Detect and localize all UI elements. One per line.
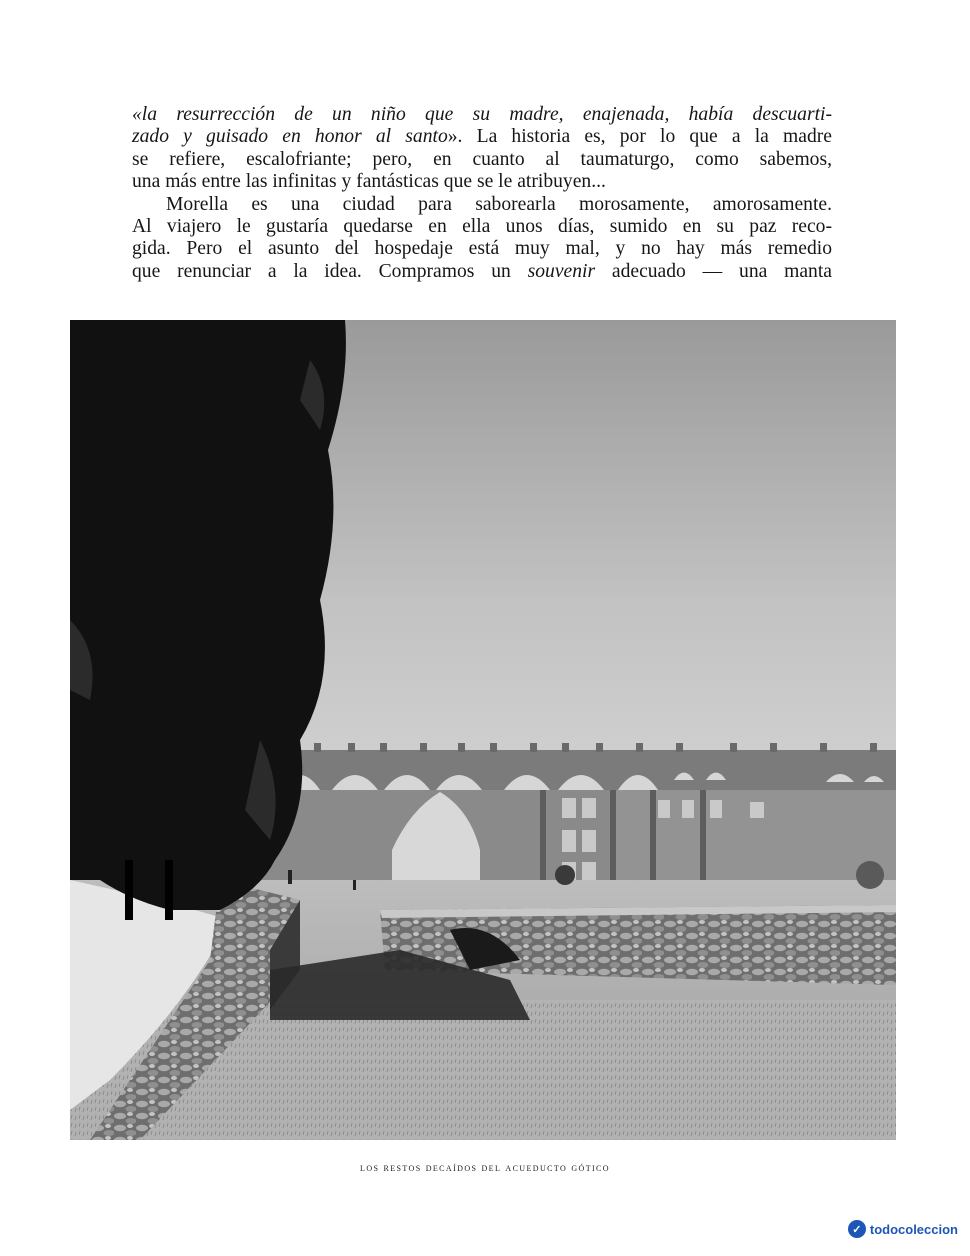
text-segment: una más entre las infinitas y fantásticas que se le atribuyen... bbox=[132, 171, 606, 193]
text-segment: «la resurrección de un niño que su madre, enajenada, había descuarti- bbox=[132, 104, 832, 125]
text-line bbox=[132, 171, 832, 193]
text-line bbox=[132, 261, 832, 283]
text-segment: se refiere, escalofriante; pero, en cuanto al taumaturgo, como sabemos, bbox=[132, 148, 832, 170]
text-segment: que renunciar a la idea. Compramos un bbox=[132, 260, 528, 282]
text-segment: adecuado — una manta bbox=[595, 260, 832, 282]
body-text bbox=[132, 104, 832, 283]
watermark-logo-icon: ✓ bbox=[848, 1220, 866, 1238]
text-segment: gida. Pero el asunto del hospedaje está muy mal, y no hay más remedio bbox=[132, 238, 832, 260]
text-line bbox=[132, 149, 832, 171]
aqueduct-photo bbox=[70, 320, 896, 1140]
text-line bbox=[132, 194, 832, 216]
text-segment: ». La historia es, por lo que a la madre bbox=[447, 126, 832, 148]
text-segment: Morella es una ciudad para saborearla morosamente, amorosamente. bbox=[166, 193, 832, 215]
watermark bbox=[848, 1220, 958, 1238]
aqueduct bbox=[250, 743, 896, 890]
text-line bbox=[132, 216, 832, 238]
watermark-text: todocoleccion bbox=[869, 1221, 958, 1237]
text-line bbox=[132, 238, 832, 260]
text-segment: Al viajero le gustaría quedarse en ella unos días, sumido en su paz reco- bbox=[132, 215, 832, 237]
text-segment: zado y guisado en honor al santo bbox=[132, 126, 448, 148]
text-line bbox=[132, 126, 832, 148]
photo-caption: los restos decaídos del acueducto gótico bbox=[360, 1162, 610, 1174]
text-segment: souvenir bbox=[527, 260, 596, 282]
text-line bbox=[132, 104, 832, 126]
photo-illustration bbox=[70, 320, 896, 1140]
